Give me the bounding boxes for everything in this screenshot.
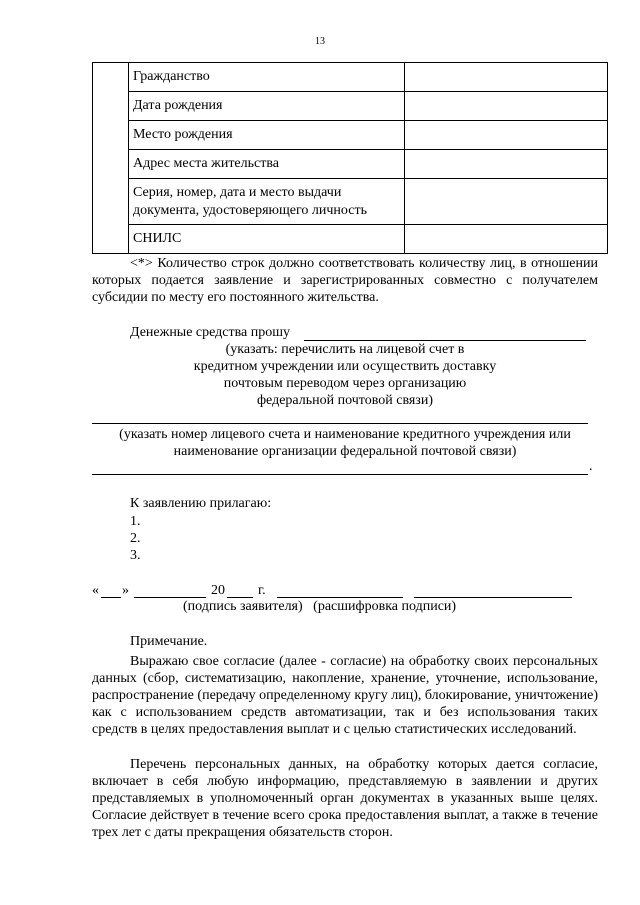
signature-field[interactable] (277, 597, 403, 598)
table-side-column (93, 63, 129, 254)
personal-data-table (92, 62, 608, 254)
account-details-field[interactable] (92, 474, 588, 475)
row-label-citizenship: Гражданство (129, 63, 405, 92)
signature-caption: (подпись заявителя) (расшифровка подписи) (183, 599, 457, 614)
funds-hint-line: кредитном учреждении или осуществить доставку (193, 359, 497, 374)
row-value-id-document[interactable] (405, 179, 608, 225)
row-label-snils: СНИЛС (129, 225, 405, 254)
funds-hint-line: федеральной почтовой связи) (256, 393, 433, 408)
year-suffix: г. (258, 583, 266, 598)
table-row (93, 179, 608, 225)
funds-hint-line: почтовым переводом через организацию (223, 376, 467, 391)
attachments-label: К заявлению прилагаю: (130, 496, 272, 511)
row-value-birth-place[interactable] (405, 121, 608, 150)
note-consent-paragraph: Выражаю свое согласие (далее - согласие) на обработку своих персональных данных (сбор, систематизацию, накопление, хранение, уточнение, использование, распространение (передачу определенному кругу лиц), блокирование, уничтожение) как с использованием средств автоматизации, так и без использования таких средств в целях предоставления выплат и с целью статистических исследований. (92, 654, 598, 737)
table-row (93, 63, 608, 92)
attachment-item: 2. (130, 531, 141, 546)
table-row (93, 121, 608, 150)
row-value-snils[interactable] (405, 225, 608, 254)
table-row (93, 92, 608, 121)
day-field[interactable] (101, 597, 121, 598)
attachment-item: 3. (130, 548, 141, 563)
row-label-birth-place: Место рождения (129, 121, 405, 150)
table-row (93, 225, 608, 254)
year-field[interactable] (227, 597, 253, 598)
table-row (93, 150, 608, 179)
page-number: 13 (315, 36, 325, 47)
date-open-quote: « (92, 583, 99, 598)
attachment-item: 1. (130, 514, 141, 529)
account-hint-line: наименование организации федеральной почтовой связи) (173, 444, 517, 459)
footnote-text: <*> Количество строк должно соответствовать количеству лиц, в отношении которых подается заявление и зарегистрированных совместно с получателем субсидии по месту его постоянного жительства. (92, 256, 598, 305)
note-title: Примечание. (130, 634, 208, 649)
note-data-list-paragraph: Перечень персональных данных, на обработку которых дается согласие, включает в себя любую информацию, представляемую в заявлении и других представляемых в уполномоченный орган документах в указанных выше целях. Согласие действует в течение всего срока предоставления выплат, а также в течение трех лет с даты прекращения обязательств сторон. (92, 757, 598, 840)
signature-decoding-field[interactable] (414, 597, 572, 598)
year-prefix: 20 (211, 583, 225, 598)
row-label-id-document: Серия, номер, дата и место выдачи документа, удостоверяющего личность (129, 179, 405, 225)
row-value-birth-date[interactable] (405, 92, 608, 121)
month-field[interactable] (134, 597, 206, 598)
date-close-quote: » (122, 583, 129, 598)
row-value-citizenship[interactable] (405, 63, 608, 92)
funds-hint-line: (указать: перечислить на лицевой счет в (225, 342, 465, 357)
end-dot: . (589, 459, 593, 474)
account-hint-line: (указать номер лицевого счета и наименование кредитного учреждения или (119, 427, 571, 442)
funds-label: Денежные средства прошу (130, 325, 291, 340)
row-label-address: Адрес места жительства (129, 150, 405, 179)
row-value-address[interactable] (405, 150, 608, 179)
funds-method-field[interactable] (304, 340, 586, 341)
account-number-field[interactable] (92, 423, 588, 424)
row-label-birth-date: Дата рождения (129, 92, 405, 121)
